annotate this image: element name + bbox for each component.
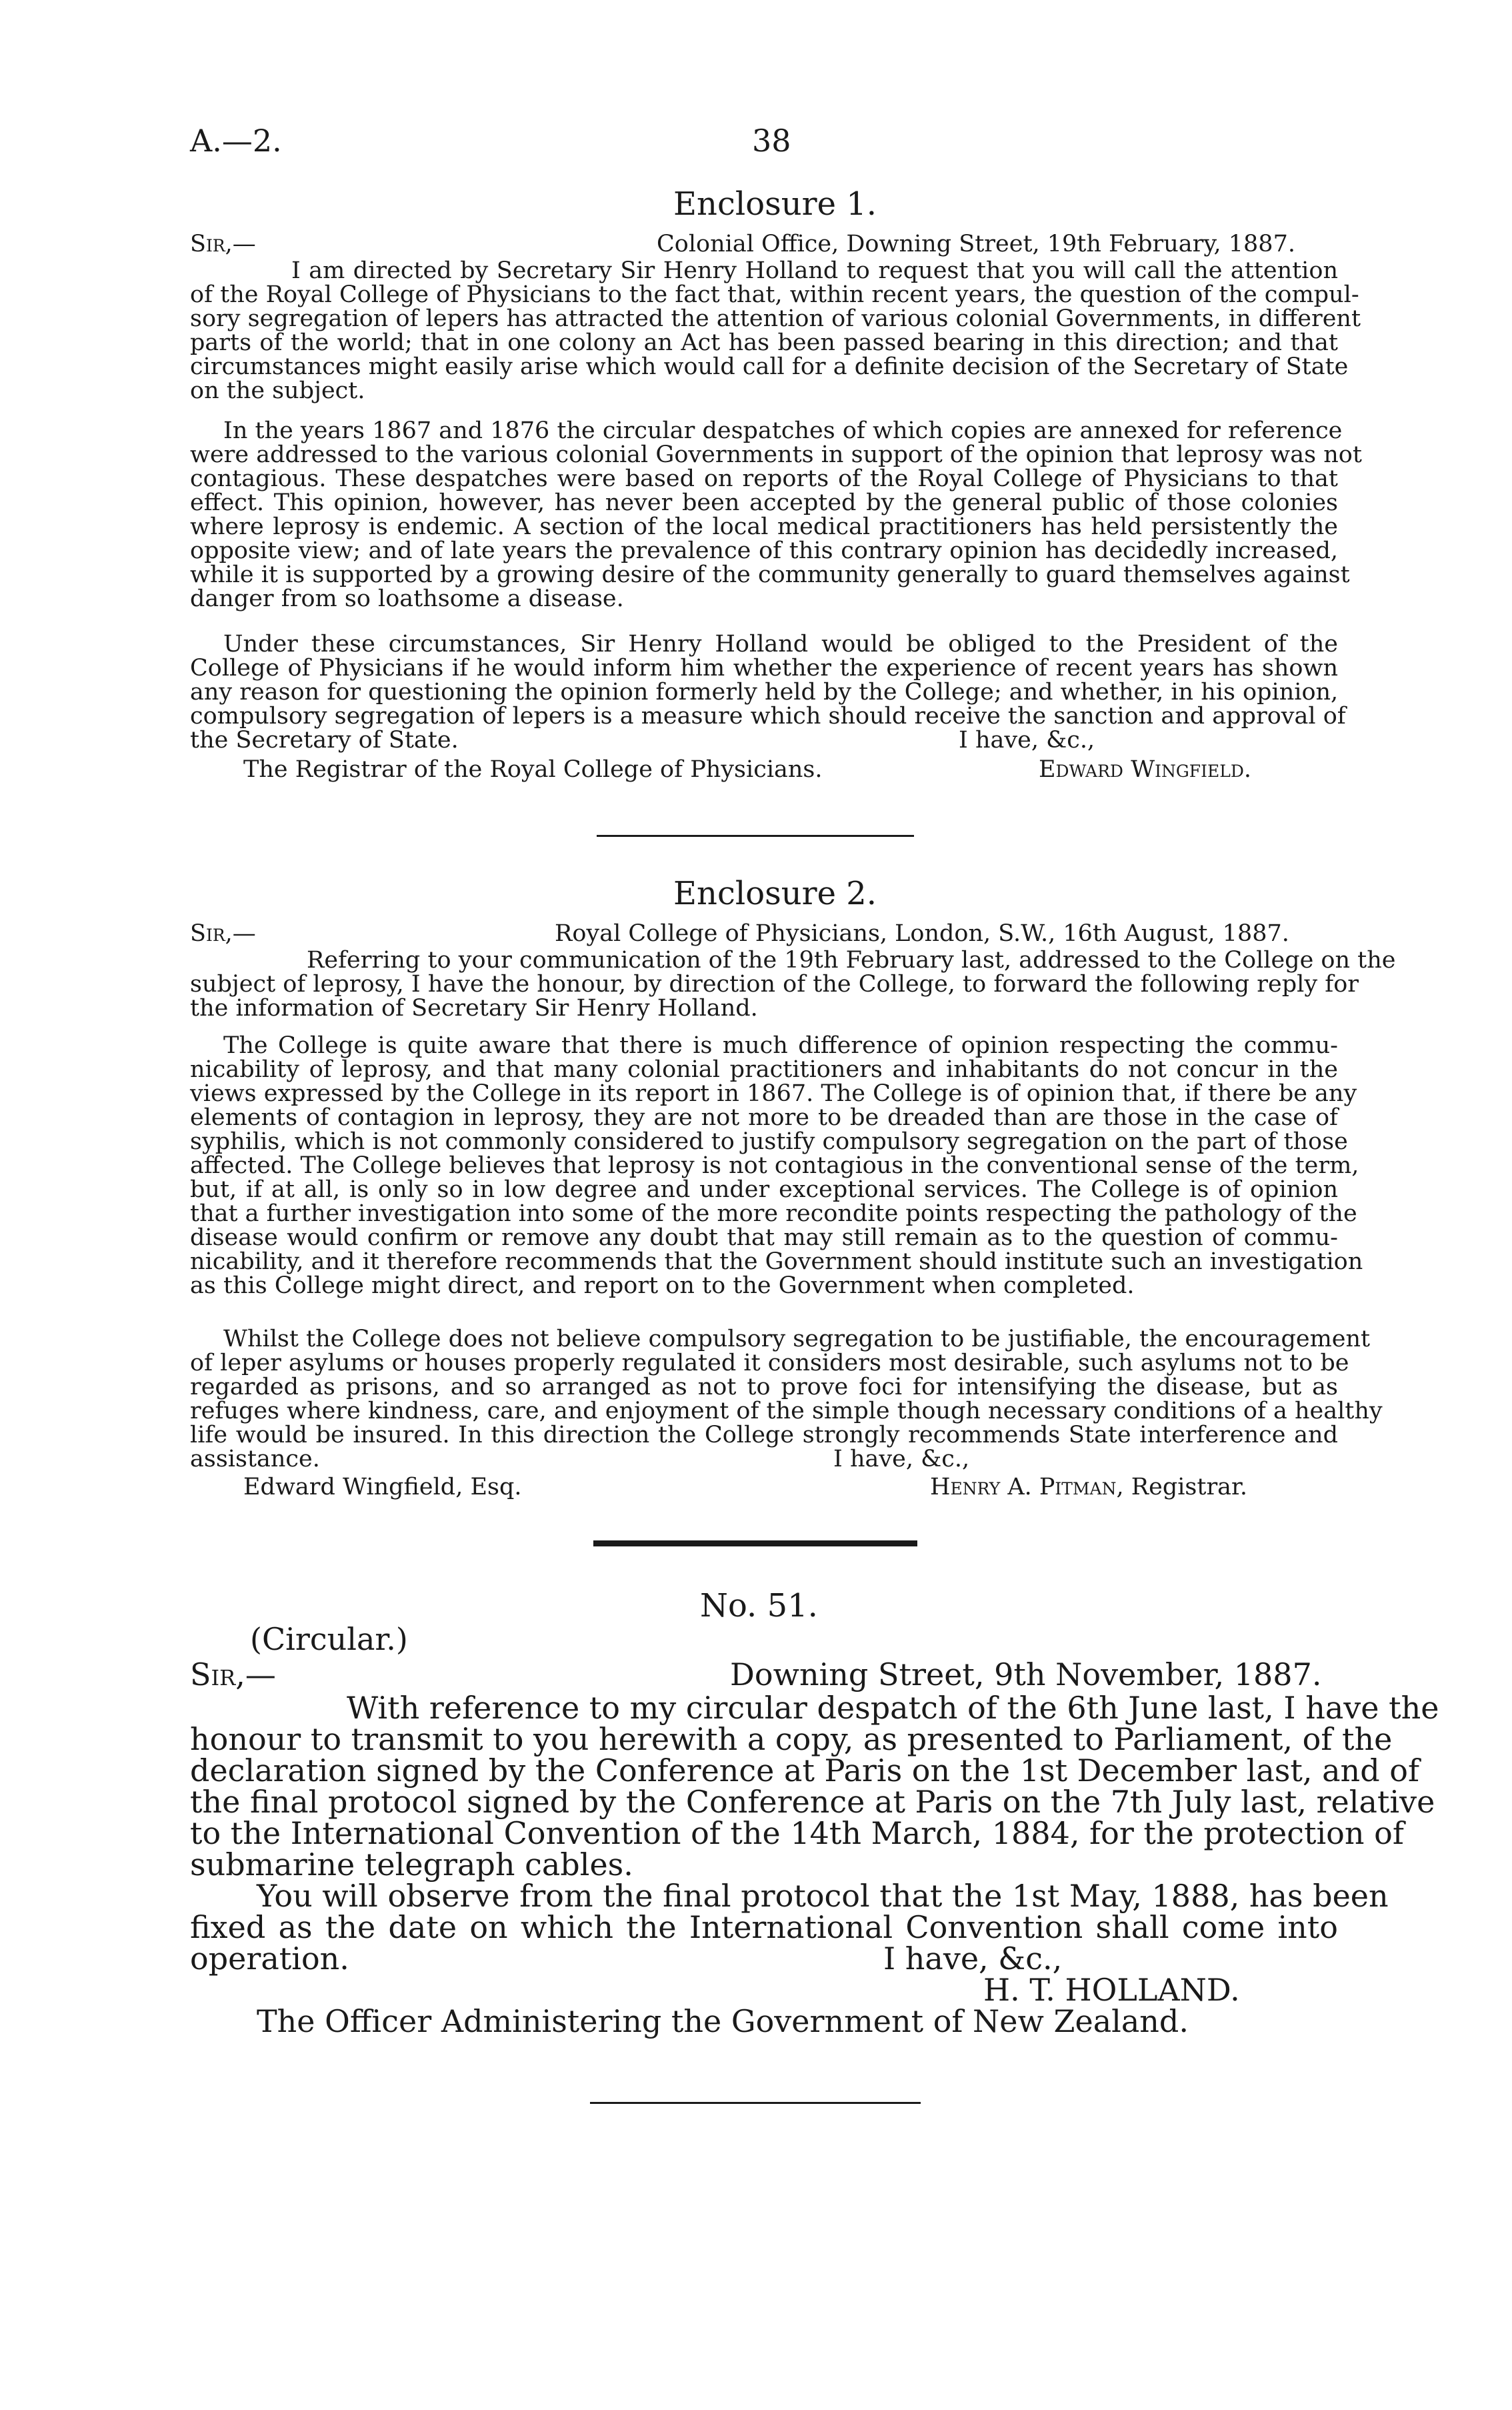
text-line: Referring to your communication of the 19th February last, addressed to the College on the [307, 947, 1396, 974]
enclosure2-paragraph-1 [190, 947, 1396, 1022]
text-line: subject of leprosy, I have the honour, by direction of the College, to forward the following reply for [190, 971, 1359, 998]
text-line: of the Royal College of Physicians to the fact that, within recent years, the question of the compul- [190, 281, 1359, 308]
text-line: refuges where kindness, care, and enjoyment of the simple though necessary conditions of a healthy [190, 1398, 1383, 1424]
enclosure1-paragraph-3 [190, 631, 1346, 730]
running-head: A.—2. [190, 123, 282, 159]
text-line: that a further investigation into some of the more recondite points respecting the pathology of the [190, 1200, 1357, 1227]
enclosure1-heading: Enclosure 1. [673, 185, 877, 223]
no51-heading: No. 51. [700, 1587, 818, 1624]
text-line: parts of the world; that in one colony an Act has been passed bearing in this direction; and that [190, 329, 1338, 356]
enclosure2-addressee: Edward Wingfield, Esq. [243, 1474, 522, 1500]
text-line: life would be insured. In this direction the College strongly recommends State interference and [190, 1422, 1338, 1448]
text-line: opposite view; and of late years the prevalence of this contrary opinion has decidedly increased, [190, 537, 1338, 564]
text-line: the information of Secretary Sir Henry Holland. [190, 995, 758, 1022]
enclosure2-paragraph-2 [190, 1032, 1363, 1299]
text-line: danger from so loathsome a disease. [190, 585, 624, 612]
enclosure1-salutation: Sir,— [190, 231, 256, 257]
text-line: You will observe from the final protocol that the 1st May, 1888, has been [257, 1878, 1389, 1914]
text-line: honour to transmit to you herewith a copy, as presented to Parliament, of the [190, 1721, 1393, 1757]
enclosure1-paragraph-2 [190, 417, 1362, 612]
text-line: fixed as the date on which the International Convention shall come into [190, 1909, 1338, 1945]
text-line: to the International Convention of the 14th March, 1884, for the protection of [190, 1815, 1404, 1851]
enclosure2-signature [930, 1475, 1247, 1499]
text-line: declaration signed by the Conference at Paris on the 1st December last, and of [190, 1752, 1419, 1788]
text-line: Under these circumstances, Sir Henry Holland would be obliged to the President of the [223, 631, 1338, 658]
enclosure1-closing-left: the Secretary of State. [190, 727, 459, 754]
no51-paragraph-1 [190, 1690, 1439, 1883]
no51-label: (Circular.) [250, 1621, 408, 1657]
no51-dateline: Downing Street, 9th November, 1887. [730, 1656, 1322, 1692]
text-line: circumstances might easily arise which would call for a definite decision of the Secretary of State [190, 353, 1349, 380]
text-line: I am directed by Secretary Sir Henry Holland to request that you will call the attention [291, 257, 1338, 284]
enclosure1-paragraph-1 [190, 257, 1361, 404]
enclosure1-addressee: The Registrar of the Royal College of Physicians. [243, 756, 823, 783]
text-line: on the subject. [190, 377, 365, 404]
enclosure2-heading: Enclosure 2. [673, 875, 877, 912]
text-line: compulsory segregation of lepers is a measure which should receive the sanction and approval of [190, 703, 1346, 730]
text-line: effect. This opinion, however, has never been accepted by the general public of those colonies [190, 489, 1338, 516]
text-line: were addressed to the various colonial Governments in support of the opinion that leprosy was not [190, 441, 1362, 468]
text-line: sory segregation of lepers has attracted the attention of various colonial Governments, in different [190, 305, 1361, 332]
enclosure2-paragraph-3 [190, 1326, 1383, 1448]
enclosure1-signature: Edward Wingfield. [1039, 756, 1252, 783]
signature-title: , Registrar. [1116, 1474, 1248, 1500]
enclosure2-closing-left: assistance. [190, 1446, 320, 1472]
enclosure2-closing-right: I have, &c., [833, 1446, 970, 1472]
text-line: while it is supported by a growing desire of the community generally to guard themselves against [190, 561, 1350, 588]
text-line: syphilis, which is not commonly considered to justify compulsory segregation on the part of those [190, 1128, 1348, 1155]
signature-name: Henry A. Pitman [930, 1474, 1117, 1500]
text-line: of leper asylums or houses properly regulated it considers most desirable, such asylums not to be [190, 1350, 1349, 1376]
text-line: any reason for questioning the opinion formerly held by the College; and whether, in his opinion, [190, 679, 1339, 706]
no51-salutation: Sir,— [190, 1656, 276, 1692]
no51-paragraph-2 [190, 1878, 1389, 1945]
text-line: elements of contagion in leprosy, they are not more to be dreaded than are those in the case of [190, 1104, 1338, 1131]
text-line: nicability, and it therefore recommends that the Government should institute such an investigation [190, 1248, 1363, 1275]
no51-closing-left: operation. [190, 1941, 349, 1977]
text-line: submarine telegraph cables. [190, 1847, 633, 1883]
text-line: where leprosy is endemic. A section of the local medical practitioners has held persistently the [190, 513, 1338, 540]
no51-signature: H. T. HOLLAND. [983, 1972, 1240, 2008]
text-line: nicability of leprosy, and that many colonial practitioners and inhabitants do not concur in the [190, 1056, 1338, 1083]
enclosure2-salutation: Sir,— [190, 920, 256, 947]
text-line: contagious. These despatches were based on reports of the Royal College of Physicians to that [190, 465, 1338, 492]
text-line: views expressed by the College in its report in 1867. The College is of opinion that, if there be any [190, 1080, 1357, 1107]
text-line: In the years 1867 and 1876 the circular despatches of which copies are annexed for reference [223, 417, 1343, 444]
text-line: College of Physicians if he would inform him whether the experience of recent years has shown [190, 655, 1338, 682]
no51-addressee: The Officer Administering the Government of New Zealand. [257, 2003, 1189, 2039]
text-line: The College is quite aware that there is much difference of opinion respecting the commu- [223, 1032, 1338, 1059]
text-line: regarded as prisons, and so arranged as not to prove foci for intensifying the disease, but as [190, 1374, 1338, 1400]
enclosure2-dateline: Royal College of Physicians, London, S.W., 16th August, 1887. [555, 920, 1289, 947]
text-line: With reference to my circular despatch of the 6th June last, I have the [347, 1690, 1439, 1726]
enclosure1-dateline: Colonial Office, Downing Street, 19th February, 1887. [657, 231, 1295, 257]
text-line: as this College might direct, and report on to the Government when completed. [190, 1272, 1135, 1299]
no51-closing-right: I have, &c., [883, 1941, 1063, 1977]
section-divider [597, 835, 914, 837]
section-divider-heavy [593, 1540, 917, 1546]
enclosure1-closing-right: I have, &c., [959, 727, 1095, 754]
section-divider [590, 2102, 921, 2104]
text-line: but, if at all, is only so in low degree and under exceptional services. The College is of opinion [190, 1176, 1338, 1203]
text-line: affected. The College believes that leprosy is not contagious in the conventional sense of the term, [190, 1152, 1359, 1179]
text-line: the final protocol signed by the Conference at Paris on the 7th July last, relative [190, 1784, 1435, 1820]
text-line: disease would confirm or remove any doubt that may still remain as to the question of commu- [190, 1224, 1338, 1251]
page-number: 38 [752, 123, 791, 159]
text-line: Whilst the College does not believe compulsory segregation to be justifiable, the encouragement [223, 1326, 1371, 1352]
